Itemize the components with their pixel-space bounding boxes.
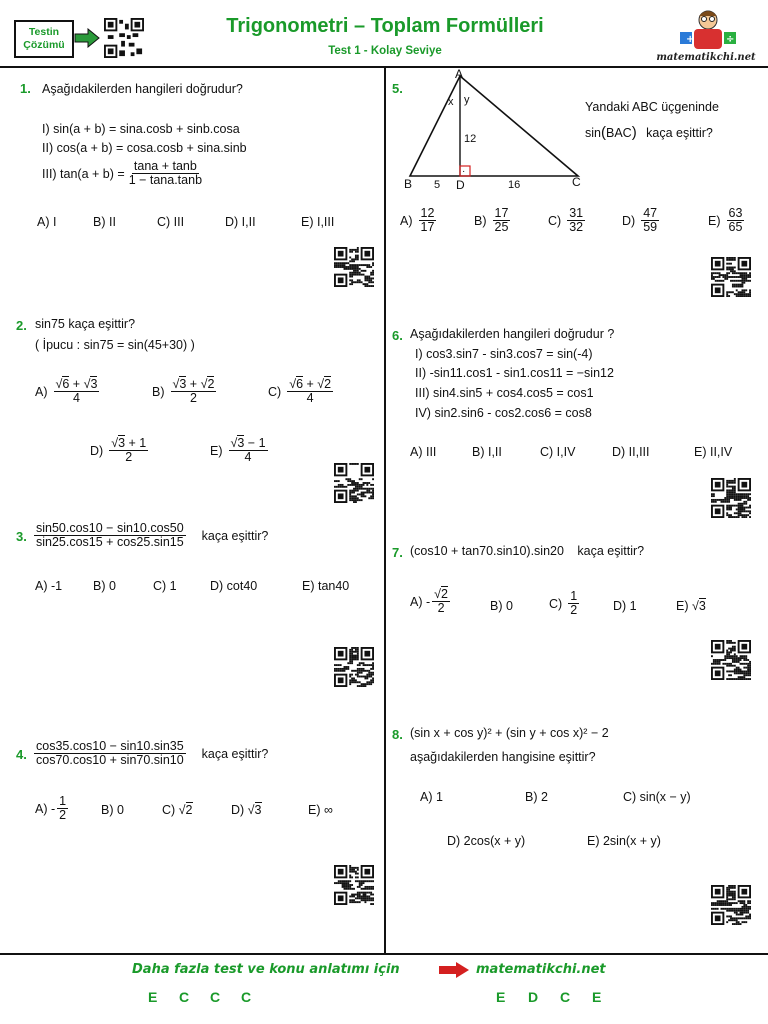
page-title: Trigonometri – Toplam Formülleri: [226, 15, 544, 37]
question-text: Yandaki ABC üçgeninde: [585, 100, 719, 114]
question-number: 8.: [392, 727, 403, 742]
option-b[interactable]: [474, 207, 548, 234]
qr-code-icon[interactable]: [711, 257, 751, 297]
answer-key-left: [148, 989, 272, 1005]
option-d[interactable]: D) √3: [231, 803, 262, 817]
option-label: A) -: [410, 594, 431, 609]
option-label: D): [231, 803, 245, 817]
question-number: 6.: [392, 328, 403, 343]
radicand: 3: [698, 599, 706, 613]
option-label: E): [210, 443, 223, 458]
solution-box-label: Testin Çözümü: [23, 25, 65, 51]
height-label: 12: [464, 133, 477, 145]
question-text-2: sin(BAC) kaça eşittir?: [585, 124, 713, 141]
numerator: 47: [643, 206, 658, 220]
statement-3: III) sin4.sin5 + cos4.cos5 = cos1: [415, 386, 594, 400]
question-suffix: kaça eşittir?: [577, 544, 645, 558]
option-label: D): [90, 443, 104, 458]
option-label: A): [35, 384, 48, 399]
solution-box[interactable]: [14, 20, 74, 58]
option-label: B): [152, 384, 165, 399]
denominator: 2: [59, 808, 67, 823]
answer-4: C: [241, 989, 252, 1005]
denominator: 2: [125, 450, 133, 465]
option-d[interactable]: D) I,II: [225, 215, 256, 229]
radicand: 3: [254, 803, 262, 817]
option-e[interactable]: E) I,III: [301, 215, 335, 229]
q5-options: [400, 207, 746, 234]
bd-length-label: 5: [434, 179, 441, 190]
answer-8: E: [592, 989, 602, 1005]
denominator: 2: [437, 601, 445, 616]
hint-text: ( İpucu : sin75 = sin(45+30) ): [35, 338, 195, 352]
option-label: E): [676, 599, 689, 613]
denominator: 4: [244, 450, 252, 465]
numerator-tail: + 1: [125, 436, 147, 450]
statement-3-numerator: tana + tanb: [133, 159, 197, 173]
option-label: A) -: [35, 801, 56, 816]
option-c[interactable]: [549, 590, 581, 617]
option-c[interactable]: C) $\frac{√6 + √2}{4}$: [268, 377, 332, 406]
denominator: 17: [420, 220, 435, 235]
question-number: 5.: [392, 81, 403, 96]
qr-code-icon[interactable]: [711, 885, 751, 925]
column-divider: [384, 67, 386, 954]
right-arrow-icon: [74, 28, 100, 48]
option-label: E): [708, 213, 721, 228]
option-a[interactable]: A) -1: [35, 579, 63, 593]
numerator-tail: − 1: [244, 436, 266, 450]
option-d[interactable]: [622, 207, 708, 234]
svg-text:÷: ÷: [726, 34, 735, 45]
radicand: 2: [185, 803, 193, 817]
option-b[interactable]: B) II: [93, 215, 116, 229]
q6-options: [410, 445, 732, 459]
page-subtitle: Test 1 - Kolay Seviye: [328, 45, 442, 57]
radicand: 2: [324, 377, 332, 391]
triangle-diagram: [398, 64, 590, 190]
option-a[interactable]: [400, 207, 474, 234]
option-a[interactable]: A) 1: [420, 790, 443, 804]
dc-length-label: 16: [508, 179, 521, 190]
option-c[interactable]: C) 1: [153, 579, 177, 593]
statement-2: II) -sin11.cos1 - sin1.cos11 = −sin12: [415, 366, 614, 380]
radicand: 2: [207, 377, 215, 391]
answer-7: C: [560, 989, 571, 1005]
option-e[interactable]: E) ∞: [308, 803, 333, 817]
option-b[interactable]: B) $\frac{√3 + √2}{2}$: [152, 377, 215, 406]
denominator: sin25.cos15 + cos25.sin15: [36, 535, 184, 550]
q3-options: [35, 579, 349, 593]
statement-3-denominator: 1 − tana.tanb: [128, 173, 203, 188]
right-arrow-icon: [438, 961, 470, 979]
question-number: 2.: [16, 318, 27, 333]
question-text: Aşağıdakilerden hangileri doğrudur ?: [410, 327, 615, 341]
question-suffix: kaça eşittir?: [201, 528, 269, 543]
option-label: C): [162, 803, 176, 817]
question-text: sin75 kaça eşittir?: [35, 317, 136, 331]
question-number: 1.: [20, 81, 31, 96]
question-expression: [32, 740, 268, 767]
denominator: 65: [728, 220, 743, 235]
option-a[interactable]: A) - $\frac{√2}{2}$: [410, 587, 448, 616]
footer-divider: [0, 953, 768, 955]
question-expression: [410, 544, 644, 558]
numerator: 17: [494, 206, 509, 220]
denominator: 32: [569, 220, 584, 235]
answer-3: C: [210, 989, 221, 1005]
numerator: 63: [728, 206, 743, 220]
option-d[interactable]: D) II,III: [612, 445, 650, 459]
radicand: 6: [296, 377, 304, 391]
question-suffix: kaça eşittir?: [201, 746, 269, 761]
option-e[interactable]: E) $\frac{√3 - 1}{4}$: [210, 436, 266, 465]
denominator: 4: [72, 391, 80, 406]
denominator: 2: [570, 603, 578, 618]
angle-y-label: y: [464, 94, 470, 106]
radicand: 6: [62, 377, 70, 391]
numerator: 1: [59, 794, 67, 808]
option-c[interactable]: C) I,IV: [540, 445, 576, 459]
footer-site-link[interactable]: matematikchi.net: [476, 962, 606, 977]
radicand: 3: [90, 377, 98, 391]
denominator: cos70.cos10 + sin70.sin10: [36, 753, 184, 768]
radicand: 3: [179, 377, 187, 391]
option-d[interactable]: D) $\frac{√3 + 1}{2}$: [90, 436, 147, 465]
denominator: 2: [189, 391, 197, 406]
option-b[interactable]: B) 2: [525, 790, 548, 804]
radicand: 3: [237, 436, 245, 450]
option-label: A): [400, 213, 413, 228]
sin-label: sin: [585, 126, 601, 140]
question-number: 7.: [392, 545, 403, 560]
svg-text:+: +: [686, 34, 695, 45]
numerator: cos35.cos10 − sin10.sin35: [36, 739, 184, 753]
denominator: 59: [643, 220, 658, 235]
numerator: 1: [570, 589, 578, 603]
option-b[interactable]: B) 0: [490, 599, 513, 613]
logo-text: matematikchi.net: [656, 52, 756, 63]
option-c[interactable]: C) √2: [162, 803, 193, 817]
option-b[interactable]: B) 0: [101, 803, 124, 817]
footer-promo-text: Daha fazla test ve konu anlatımı için: [132, 962, 400, 977]
angle-name: BAC: [605, 126, 632, 140]
qr-code-icon[interactable]: [711, 640, 751, 680]
option-label: C): [268, 384, 282, 399]
option-e[interactable]: [708, 207, 746, 234]
vertex-d-label: D: [456, 178, 465, 190]
option-a[interactable]: A) I: [37, 215, 57, 229]
option-label: D): [622, 213, 636, 228]
answer-2: C: [179, 989, 190, 1005]
option-c[interactable]: C) sin(x − y): [623, 790, 691, 804]
option-a[interactable]: A) $\frac{√6 + √3}{4}$: [35, 377, 98, 406]
qr-code-icon[interactable]: [334, 247, 374, 287]
right-angle-dot: ·: [462, 166, 466, 177]
option-label: C): [548, 213, 562, 228]
angle-x-label: x: [448, 96, 454, 108]
statement-1: I) sin(a + b) = sina.cosb + sinb.cosa: [42, 122, 240, 136]
logo-icon: [672, 6, 744, 52]
option-d[interactable]: D) 1: [613, 599, 637, 613]
option-b[interactable]: B) 0: [93, 579, 116, 593]
qr-code-icon[interactable]: [711, 478, 751, 518]
question-text: Aşağıdakilerden hangileri doğrudur?: [42, 82, 243, 96]
qr-code-icon[interactable]: [334, 463, 374, 503]
option-d[interactable]: D) 2cos(x + y): [447, 834, 526, 848]
statement-3-prefix: III) tan(a + b) =: [42, 166, 125, 181]
denominator: 4: [306, 391, 314, 406]
option-b[interactable]: B) I,II: [472, 445, 502, 459]
option-e[interactable]: E) 2sin(x + y): [587, 834, 661, 848]
radicand: 3: [118, 436, 126, 450]
qr-code-icon[interactable]: [104, 18, 144, 58]
question-suffix: kaça eşittir?: [646, 126, 713, 140]
answer-5: E: [496, 989, 506, 1005]
vertex-c-label: C: [572, 175, 581, 189]
option-c[interactable]: [548, 207, 622, 234]
numerator: 12: [420, 206, 435, 220]
answer-1: E: [148, 989, 158, 1005]
answer-key-right: [496, 989, 624, 1005]
question-number: 3.: [16, 529, 27, 544]
question-expression: (sin x + cos y)² + (sin y + cos x)² − 2: [410, 726, 609, 740]
option-a[interactable]: A) III: [410, 445, 437, 459]
option-d[interactable]: D) cot40: [210, 579, 258, 593]
statement-3: [42, 160, 206, 187]
option-label: B): [474, 213, 487, 228]
statement-1: I) cos3.sin7 - sin3.cos7 = sin(-4): [415, 347, 593, 361]
radicand: 2: [441, 587, 448, 601]
question-text: aşağıdakilerden hangisine eşittir?: [410, 750, 596, 764]
option-label: C): [549, 596, 563, 611]
option-a[interactable]: [35, 795, 70, 822]
q1-options: [37, 215, 357, 229]
question-expression: [32, 522, 268, 549]
vertex-b-label: B: [404, 177, 413, 190]
question-number: 4.: [16, 747, 27, 762]
answer-6: D: [528, 989, 539, 1005]
option-e[interactable]: E) √3: [676, 599, 706, 613]
option-e[interactable]: E) II,IV: [694, 445, 733, 459]
qr-code-icon[interactable]: [334, 865, 374, 905]
denominator: 25: [494, 220, 509, 235]
numerator: sin50.cos10 − sin10.cos50: [36, 521, 184, 535]
statement-2: II) cos(a + b) = cosa.cosb + sina.sinb: [42, 141, 247, 155]
option-c[interactable]: C) III: [157, 215, 185, 229]
expression: (cos10 + tan70.sin10).sin20: [410, 544, 564, 558]
option-e[interactable]: E) tan40: [302, 579, 350, 593]
statement-4: IV) sin2.sin6 - cos2.cos6 = cos8: [415, 406, 592, 420]
vertex-a-label: A: [455, 67, 464, 81]
qr-code-icon[interactable]: [334, 647, 374, 687]
numerator: 31: [569, 206, 584, 220]
